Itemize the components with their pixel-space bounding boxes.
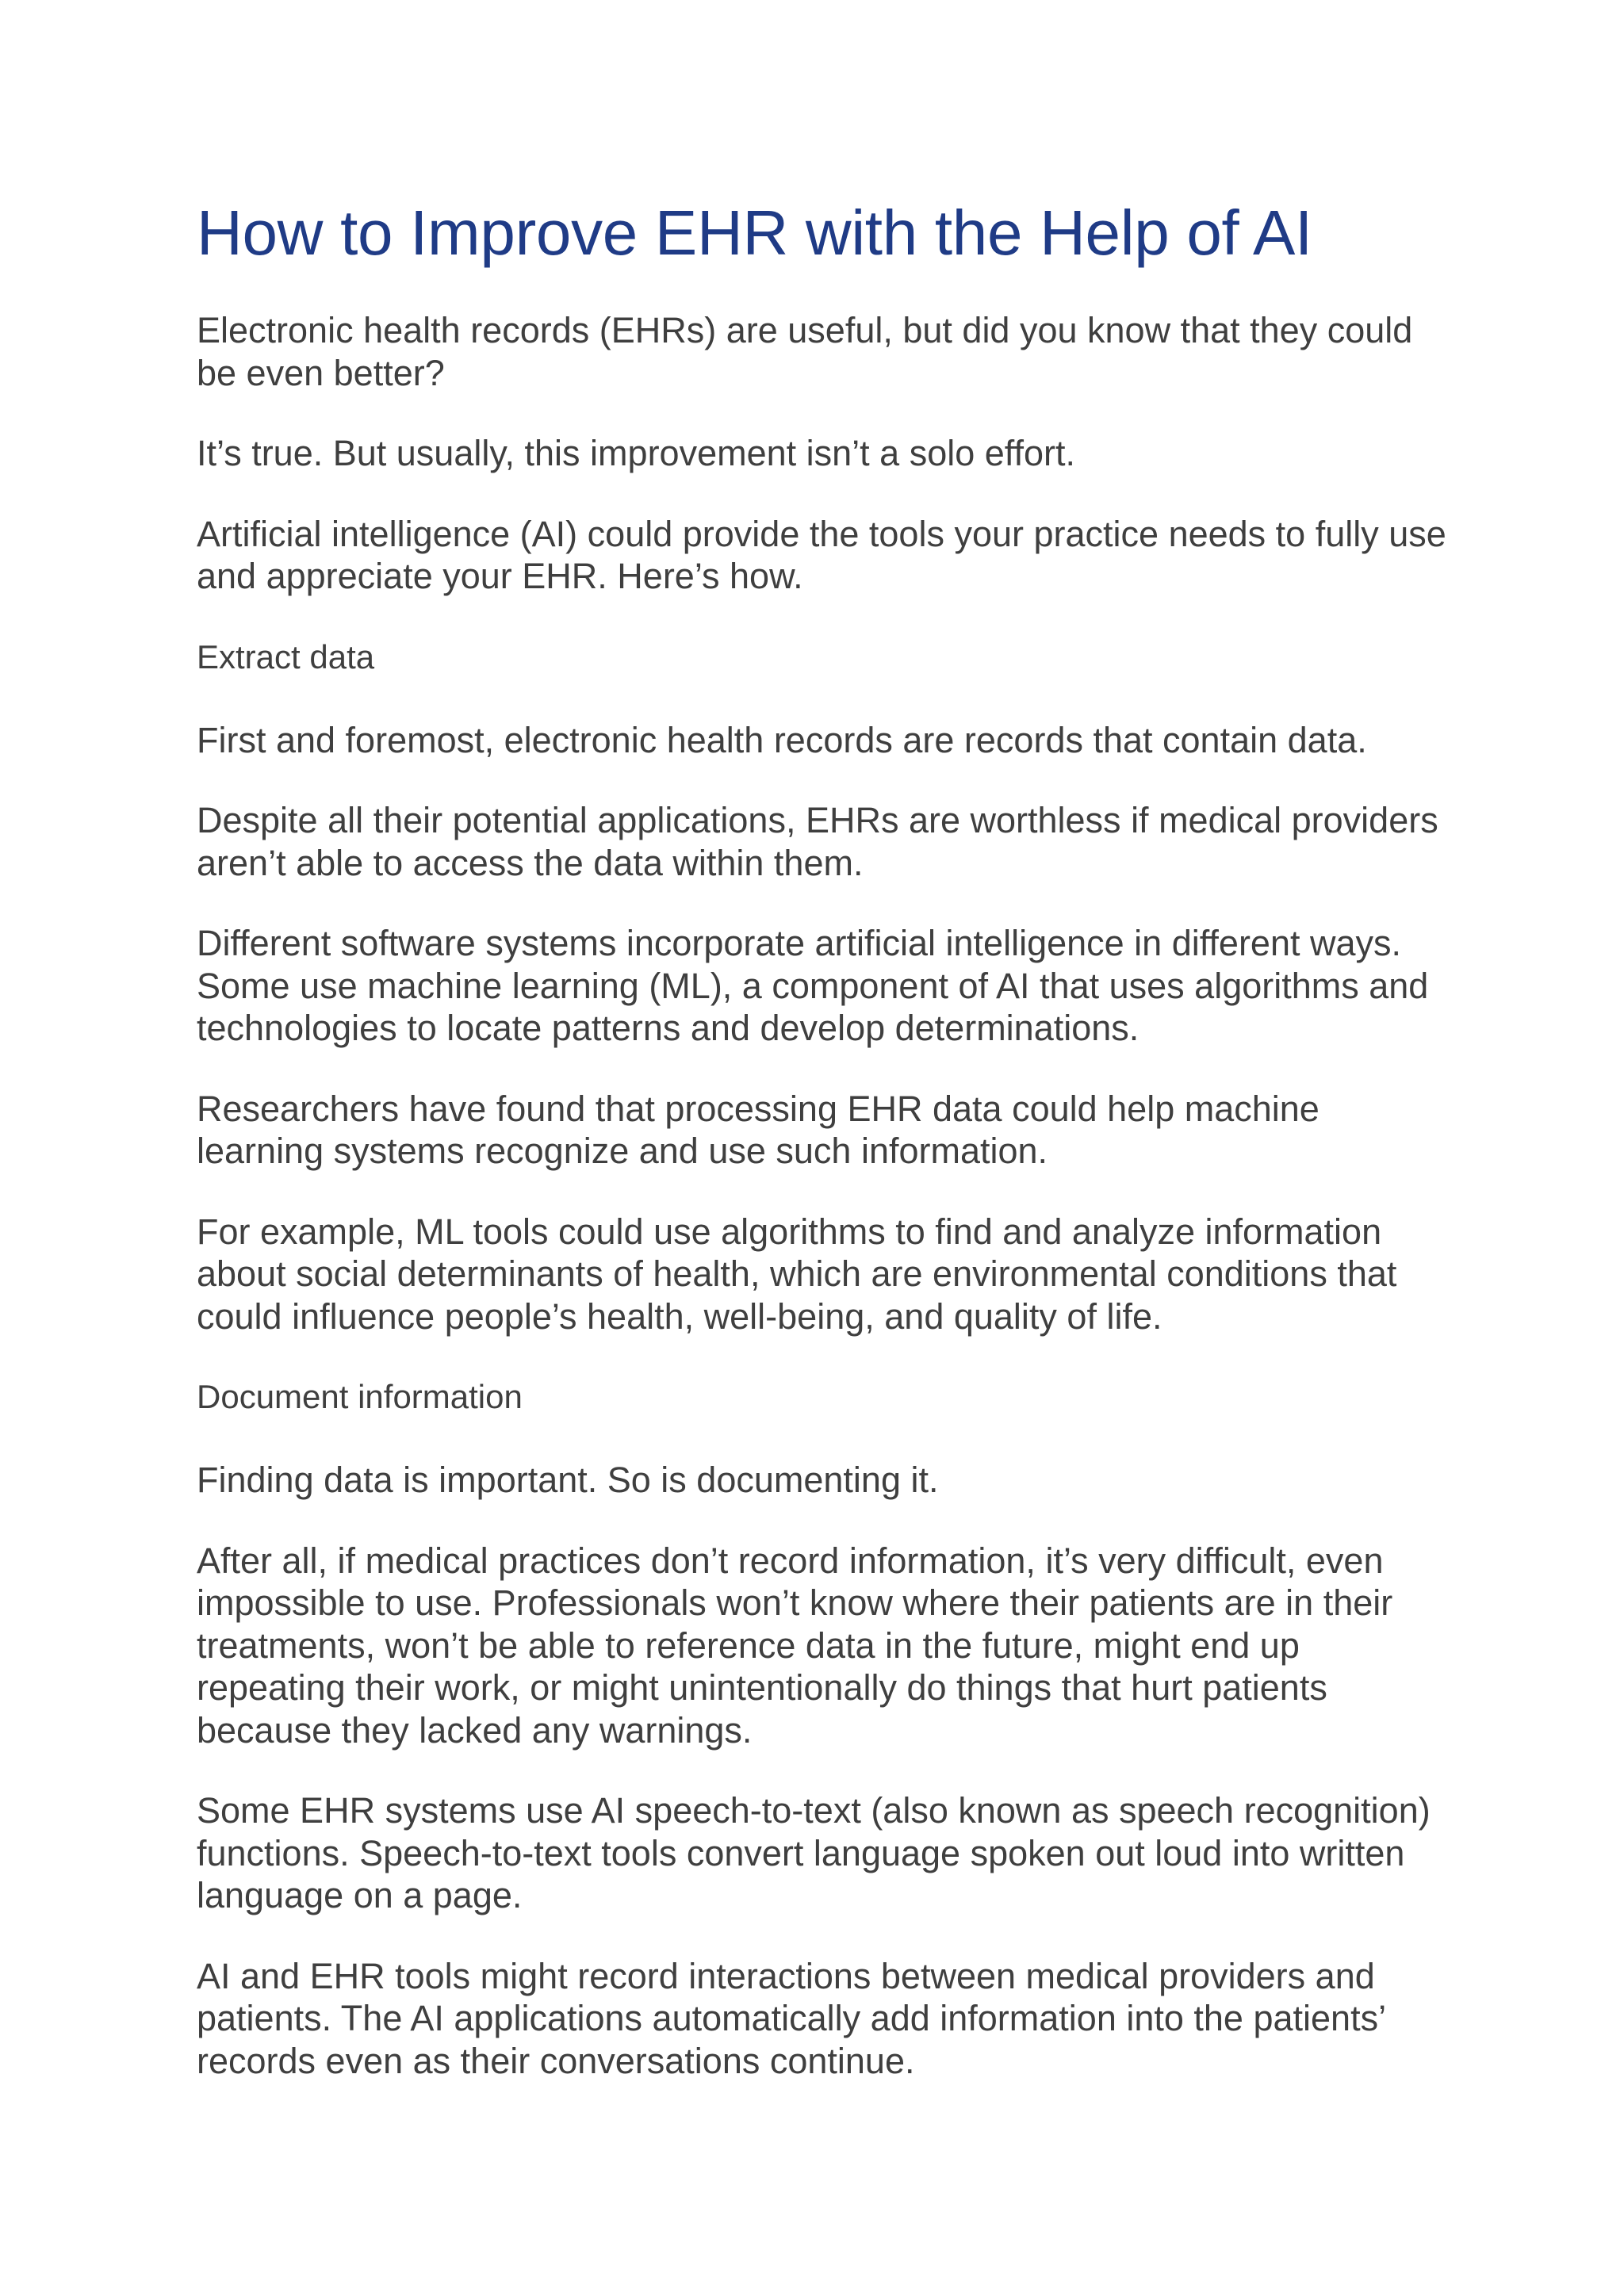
paragraph-machine-learning: Different software systems incorporate artificial intelligence in different ways. Some use machine learning (ML), a component of AI that uses algorithms and technologies to locate patterns and develop determinations. [197,923,1429,1048]
paragraph-record-interactions: AI and EHR tools might record interactions between medical providers and patients. The AI applications automatically add information into the patients’ records even as their conversations continue. [197,1955,1385,2081]
document-title: How to Improve EHR with the Help of AI [197,197,1312,268]
paragraph-ai-tools: Artificial intelligence (AI) could provide the tools your practice needs to fully use and appreciate your EHR. Here’s how. [197,513,1446,596]
paragraph-its-true: It’s true. But usually, this improvement isn’t a solo effort. [197,433,1075,473]
paragraph-intro: Electronic health records (EHRs) are useful, but did you know that they could be even better? [197,310,1413,393]
paragraph-social-determinants: For example, ML tools could use algorithms to find and analyze information about social determinants of health, which are environmental conditions that could influence people’s health, well-being, and quality of life. [197,1211,1397,1337]
paragraph-finding-data: Finding data is important. So is documenting it. [197,1460,939,1500]
section-heading-document-information: Document information [197,1378,523,1415]
paragraph-researchers: Researchers have found that processing EHR data could help machine learning systems recognize and use such information. [197,1088,1320,1171]
paragraph-record-information: After all, if medical practices don’t record information, it’s very difficult, even impossible to use. Professionals won’t know where their patients are in their treatments, won’t be able to reference data in the future, might end up repeating their work, or might unintentionally do things that hurt patients because they lacked any warnings. [197,1540,1393,1751]
paragraph-records-contain-data: First and foremost, electronic health records are records that contain data. [197,719,1367,760]
document-content [197,195,1450,2120]
section-heading-extract-data: Extract data [197,637,375,675]
paragraph-speech-to-text: Some EHR systems use AI speech-to-text (also known as speech recognition) functions. Speech-to-text tools convert language spoken out loud into written language on a page. [197,1790,1431,1915]
paragraph-access-data: Despite all their potential applications, EHRs are worthless if medical providers aren’t able to access the data within them. [197,800,1438,883]
